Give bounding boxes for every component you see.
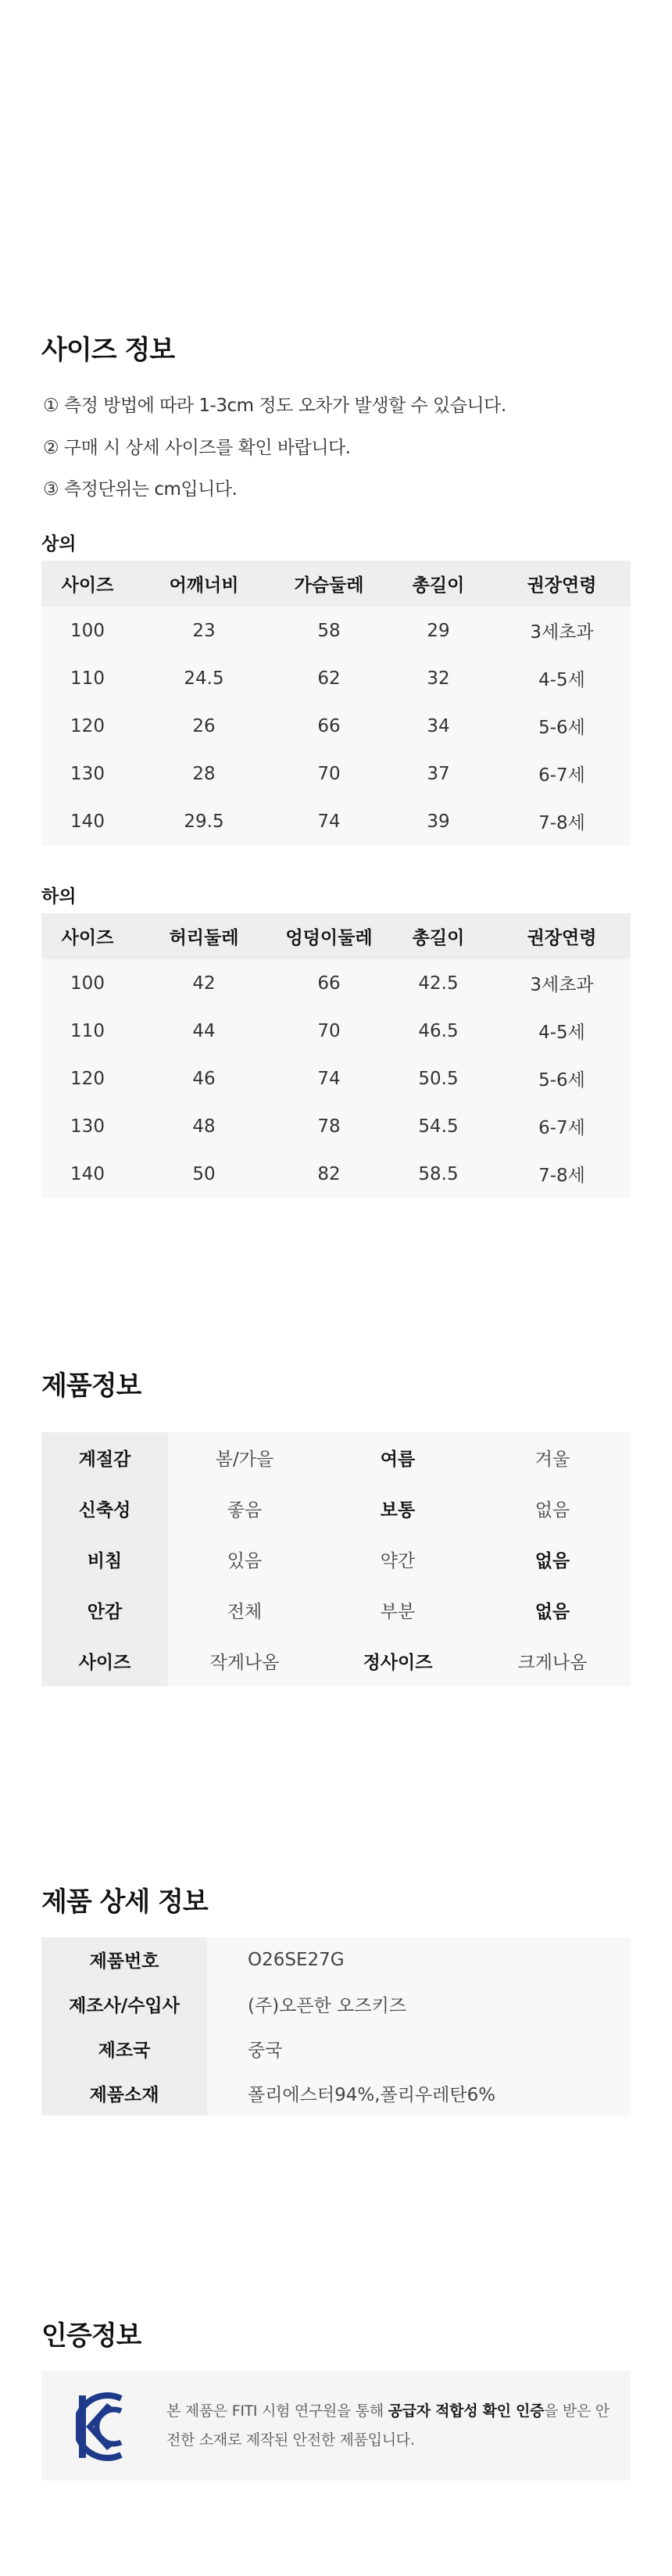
detail-value: 폴리에스터94%,폴리우레탄6% — [248, 2085, 496, 2105]
table-header-row — [41, 913, 631, 959]
table-cell: 74 — [317, 1068, 341, 1089]
table-cell: 39 — [427, 811, 450, 832]
cert-text-bold: 공급자 적합성 확인 인증 — [388, 2402, 545, 2420]
product-info-label: 비침 — [41, 1534, 168, 1585]
detail-label: 제품소재 — [41, 2071, 207, 2116]
table-row — [41, 1007, 631, 1055]
table-cell: 7-8세 — [538, 813, 585, 833]
table-row — [41, 959, 631, 1007]
table-cell: 62 — [317, 668, 341, 689]
size-note-2: ② 구매 시 상세 사이즈를 확인 바랍니다. — [43, 438, 351, 458]
table-cell: 130 — [70, 1116, 105, 1137]
size-info-title: 사이즈 정보 — [41, 335, 175, 366]
top-size-table — [41, 561, 631, 845]
product-info-row — [41, 1534, 631, 1585]
table-cell: 3세초과 — [530, 975, 594, 995]
table-cell: 66 — [317, 715, 341, 736]
product-info-option: 크게나옴 — [517, 1653, 588, 1673]
product-info-label: 계절감 — [41, 1432, 168, 1483]
table-cell: 26 — [192, 715, 216, 736]
product-info-label: 신축성 — [41, 1483, 168, 1534]
bottom-size-label: 하의 — [41, 887, 77, 907]
table-header-row — [41, 561, 631, 607]
header-cell: 총길이 — [412, 575, 465, 596]
table-row — [41, 607, 631, 654]
table-cell: 42 — [192, 973, 216, 994]
certification-box — [41, 2371, 631, 2481]
table-cell: 66 — [317, 973, 341, 994]
table-cell: 23 — [192, 620, 216, 641]
table-cell: 120 — [70, 1068, 105, 1089]
product-info-row — [41, 1585, 631, 1636]
table-cell: 50.5 — [418, 1068, 459, 1089]
table-cell: 6-7세 — [538, 765, 585, 786]
table-cell: 44 — [192, 1020, 216, 1041]
size-note-3: ③ 측정단위는 cm입니다. — [43, 479, 238, 500]
product-info-table — [41, 1432, 631, 1686]
cert-text-after: 을 받은 안전한 소재로 제작된 안전한 제품입니다. — [166, 2402, 609, 2449]
table-cell: 54.5 — [418, 1116, 459, 1137]
table-cell: 5-6세 — [538, 718, 585, 738]
certification-title: 인증정보 — [41, 2320, 141, 2352]
table-cell: 140 — [70, 1163, 105, 1184]
table-cell: 120 — [70, 715, 105, 736]
header-cell: 엉덩이둘레 — [285, 928, 373, 948]
product-info-label: 안감 — [41, 1585, 168, 1636]
header-cell: 가슴둘레 — [294, 575, 364, 596]
detail-value: O26SE27G — [248, 1949, 345, 1970]
table-cell: 82 — [317, 1163, 341, 1184]
detail-label: 제품번호 — [41, 1937, 207, 1982]
table-cell: 7-8세 — [538, 1166, 585, 1186]
product-info-option: 약간 — [380, 1551, 416, 1571]
table-cell: 78 — [317, 1116, 341, 1137]
header-cell: 사이즈 — [61, 575, 114, 596]
header-cell: 어깨너비 — [169, 575, 239, 596]
detail-row — [41, 2026, 631, 2071]
table-cell: 37 — [427, 763, 450, 784]
table-cell: 34 — [427, 715, 450, 736]
product-info-label: 사이즈 — [41, 1636, 168, 1686]
detail-row — [41, 1937, 631, 1982]
header-cell: 총길이 — [412, 928, 465, 948]
certification-text — [166, 2397, 612, 2455]
product-info-option: 보통 — [380, 1500, 416, 1521]
table-row — [41, 702, 631, 750]
detail-row — [41, 1982, 631, 2026]
table-cell: 46 — [192, 1068, 216, 1089]
detail-value: (주)오픈한 오즈키즈 — [248, 1996, 407, 2016]
product-info-option: 없음 — [534, 1602, 570, 1622]
table-cell: 48 — [192, 1116, 216, 1137]
kc-mark-icon — [76, 2391, 124, 2463]
table-cell: 130 — [70, 763, 105, 784]
detail-row — [41, 2071, 631, 2116]
detail-label: 제조사/수입사 — [41, 1982, 207, 2026]
table-cell: 3세초과 — [530, 622, 594, 643]
table-cell: 74 — [317, 811, 341, 832]
table-cell: 29 — [427, 620, 450, 641]
product-detail-table — [41, 1937, 631, 2116]
table-row — [41, 1102, 631, 1150]
table-row — [41, 750, 631, 797]
product-info-option: 없음 — [534, 1551, 570, 1571]
product-info-option: 여름 — [380, 1449, 416, 1470]
table-cell: 6-7세 — [538, 1118, 585, 1138]
product-info-row — [41, 1636, 631, 1686]
product-detail-title: 제품 상세 정보 — [41, 1886, 208, 1918]
product-info-title: 제품정보 — [41, 1370, 141, 1402]
table-cell: 5-6세 — [538, 1070, 585, 1091]
table-row — [41, 1150, 631, 1198]
product-info-row — [41, 1483, 631, 1534]
product-info-row — [41, 1432, 631, 1483]
top-size-label: 상의 — [41, 534, 77, 554]
table-cell: 50 — [192, 1163, 216, 1184]
product-info-option: 있음 — [227, 1551, 263, 1571]
table-cell: 24.5 — [184, 668, 224, 689]
detail-label: 제조국 — [41, 2026, 207, 2071]
product-info-option: 작게나옴 — [209, 1653, 280, 1673]
table-row — [41, 1055, 631, 1102]
bottom-size-table — [41, 913, 631, 1198]
table-row — [41, 654, 631, 702]
table-cell: 100 — [70, 620, 105, 641]
header-cell: 허리둘레 — [169, 928, 239, 948]
table-cell: 70 — [317, 763, 341, 784]
table-cell: 110 — [70, 668, 105, 689]
product-info-option: 좋음 — [227, 1500, 263, 1521]
table-cell: 58.5 — [418, 1163, 459, 1184]
table-cell: 100 — [70, 973, 105, 994]
table-cell: 28 — [192, 763, 216, 784]
table-cell: 29.5 — [184, 811, 224, 832]
table-cell: 110 — [70, 1020, 105, 1041]
product-info-option: 정사이즈 — [363, 1653, 433, 1673]
product-info-option: 봄/가을 — [215, 1449, 274, 1470]
table-cell: 32 — [427, 668, 450, 689]
product-info-option: 없음 — [534, 1500, 570, 1521]
table-cell: 46.5 — [418, 1020, 459, 1041]
table-cell: 42.5 — [418, 973, 459, 994]
size-note-1: ① 측정 방법에 따라 1-3cm 정도 오차가 발생할 수 있습니다. — [43, 396, 506, 416]
product-info-option: 전체 — [227, 1602, 263, 1622]
header-cell: 권장연령 — [527, 928, 597, 948]
product-info-option: 부분 — [380, 1602, 416, 1622]
header-cell: 권장연령 — [527, 575, 597, 596]
detail-value: 중국 — [248, 2040, 283, 2061]
header-cell: 사이즈 — [61, 928, 114, 948]
table-cell: 58 — [317, 620, 341, 641]
cert-text-before: 본 제품은 FITI 시험 연구원을 통해 — [166, 2402, 388, 2420]
table-cell: 140 — [70, 811, 105, 832]
table-cell: 70 — [317, 1020, 341, 1041]
table-cell: 4-5세 — [538, 1023, 585, 1043]
table-row — [41, 797, 631, 845]
table-cell: 4-5세 — [538, 670, 585, 690]
product-info-option: 겨울 — [534, 1449, 570, 1470]
